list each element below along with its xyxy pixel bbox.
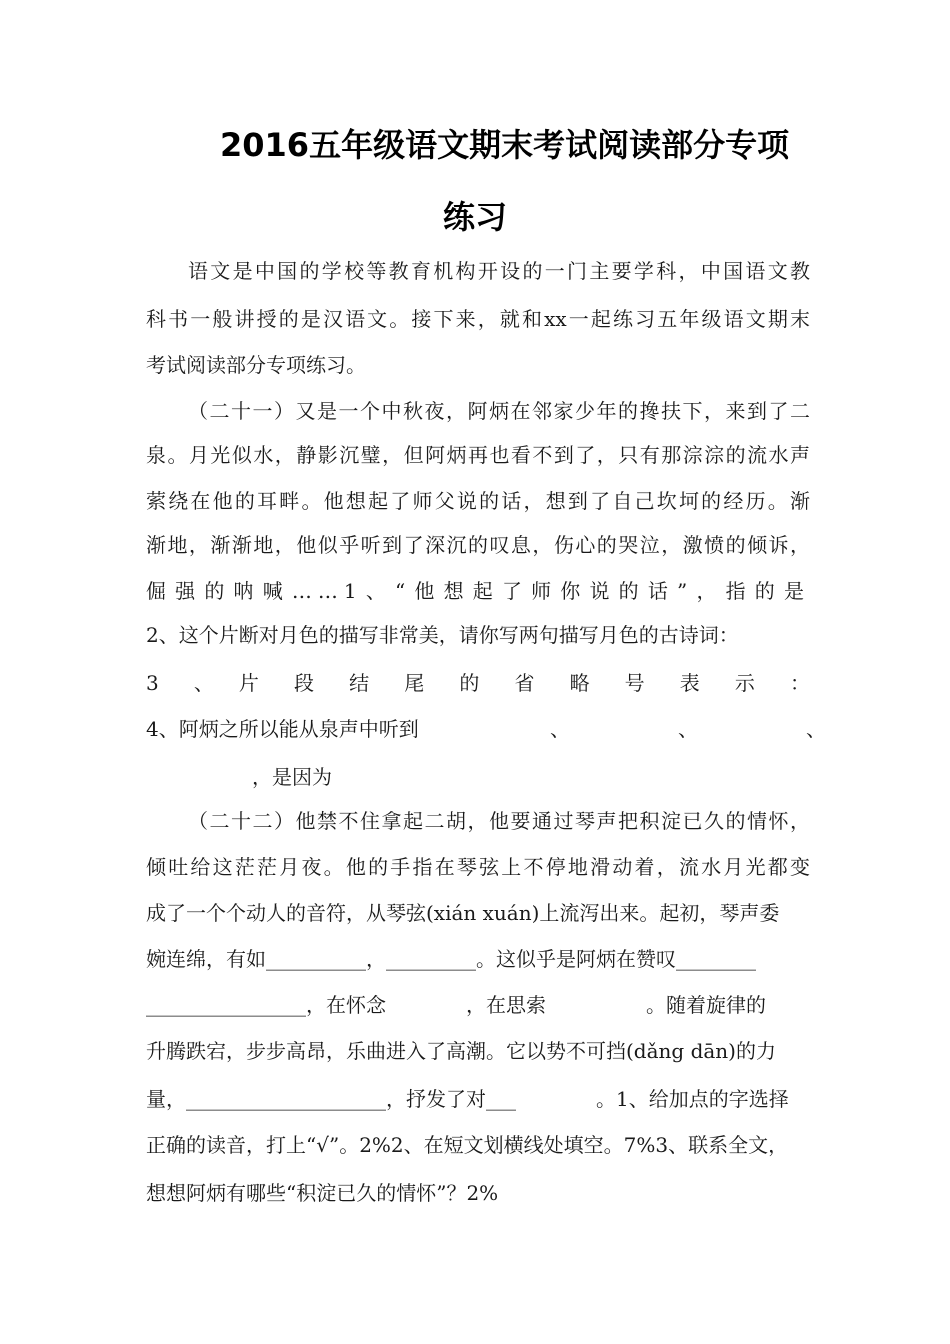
passage22-line-7: 量，____________________，抒发了对___ 。1、给加点的字选择 <box>146 1087 789 1111</box>
q4-prefix: 4、阿炳之所以能从泉声中听到 <box>146 717 419 741</box>
document-title-line-2: 练习 <box>442 198 507 236</box>
q4-separator-1: 、 <box>550 717 570 741</box>
passage22-line-8: 正确的读音，打上“√”。2%2、在短文划横线处填空。7%3、联系全文， <box>146 1133 789 1157</box>
q4-tail: ，是因为 <box>252 765 332 789</box>
document-title-line-1: 2016五年级语文期末考试阅读部分专项 <box>220 126 790 164</box>
q4-separator-2: 、 <box>678 717 698 741</box>
intro-line-3: 考试阅读部分专项练习。 <box>146 353 366 377</box>
q4-separator-3: 、 <box>806 717 826 741</box>
passage22-line-9: 想想阿炳有哪些“积淀已久的情怀”？2% <box>146 1181 499 1205</box>
passage22-line-6: 升腾跌宕，步步高昂，乐曲进入了高潮。它以势不可挡(dǎng dān)的力 <box>146 1039 776 1063</box>
passage21-line-6: 2、这个片断对月色的描写非常美，请你写两句描写月色的古诗词： <box>146 623 739 647</box>
passage21-line-3: 萦绕在他的耳畔。他想起了师父说的话，想到了自己坎坷的经历。渐 <box>146 489 810 513</box>
passage21-line-4: 渐地，渐渐地，他似乎听到了深沉的叹息，伤心的哭泣，激愤的倾诉， <box>146 533 810 557</box>
passage21-line-2: 泉。月光似水，静影沉璧，但阿炳再也看不到了，只有那淙淙的流水声 <box>146 443 810 467</box>
passage22-line-2: 倾吐给这茫茫月夜。他的手指在琴弦上不停地滑动着，流水月光都变 <box>146 855 810 879</box>
passage22-line-5: ________________，在怀念 ，在思索 。随着旋律的 <box>146 993 766 1017</box>
intro-line-1: 语文是中国的学校等教育机构开设的一门主要学科，中国语文教 <box>188 259 810 283</box>
intro-line-2: 科书一般讲授的是汉语文。接下来，就和xx一起练习五年级语文期末 <box>146 307 810 331</box>
passage22-line-1: （二十二）他禁不住拿起二胡，他要通过琴声把积淀已久的情怀， <box>188 809 810 833</box>
passage22-line-3: 成了一个个动人的音符，从琴弦(xián xuán)上流泻出来。起初，琴声委 <box>146 901 780 925</box>
passage21-line-1: （二十一）又是一个中秋夜，阿炳在邻家少年的搀扶下，来到了二 <box>188 399 810 423</box>
passage22-line-4: 婉连绵，有如__________，_________。这似乎是阿炳在赞叹________ <box>146 947 756 971</box>
passage21-line-7: 3 、 片 段 结 尾 的 省 略 号 表 示 ： <box>146 671 810 695</box>
passage21-line-5: 倔强的呐喊……1、“他想起了师你说的话”，指的是 <box>146 579 810 603</box>
